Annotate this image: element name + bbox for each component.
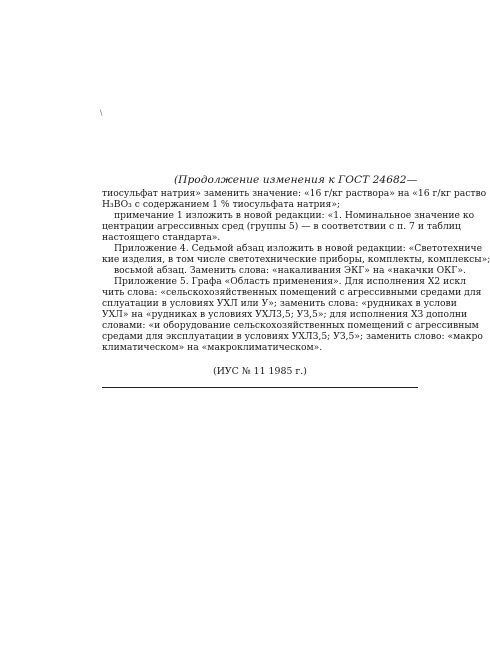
- text-line: восьмой абзац. Заменить слова: «накаливания ЭКГ» на «накачки ОКГ».: [114, 265, 466, 276]
- text-line: примечание 1 изложить в новой редакции: «1. Номинальное значение ко: [114, 210, 475, 221]
- text-line: УХЛ» на «рудниках в условиях УХЛ3,5; УЗ,5»; для исполнения ХЗ дополни: [102, 309, 468, 320]
- text-line: H₃BO₃ с содержанием 1 % тиосульфата натрия»;: [102, 199, 341, 210]
- text-line: тиосульфат натрия» заменить значение: «16 г/кг раствора» на «16 г/кг раство: [102, 188, 487, 199]
- text-line: кие изделия, в том числе светотехнические приборы, комплекты, комплексы»;: [102, 254, 490, 265]
- text-line: сплуатации в условиях УХЛ или У»; заменить слова: «рудниках в услови: [102, 298, 457, 309]
- text-line: чить слова: «сельскохозяйственных помещений с агрессивными средами для: [102, 287, 482, 298]
- text-line: климатическом» на «макроклиматическом».: [102, 342, 323, 353]
- text-line: центрации агрессивных сред (группы 5) — в соответствии с п. 7 и таблиц: [102, 221, 461, 232]
- horizontal-rule: [102, 387, 418, 388]
- continuation-header: (Продолжение изменения к ГОСТ 24682—: [174, 174, 418, 186]
- text-line: средами для эксплуатации в условиях УХЛ3,5; УЗ,5»; заменить слово: «макро: [102, 331, 483, 342]
- text-line: настоящего стандарта».: [102, 232, 221, 243]
- source-footnote: (ИУС № 11 1985 г.): [213, 366, 307, 377]
- text-line: Приложение 5. Графа «Область применения». Для исполнения X2 искл: [114, 276, 466, 287]
- text-line: словами: «и оборудование сельскохозяйственных помещений с агрессивным: [102, 320, 479, 331]
- corner-mark: \: [100, 109, 103, 117]
- text-line: Приложение 4. Седьмой абзац изложить в новой редакции: «Светотехниче: [114, 243, 483, 254]
